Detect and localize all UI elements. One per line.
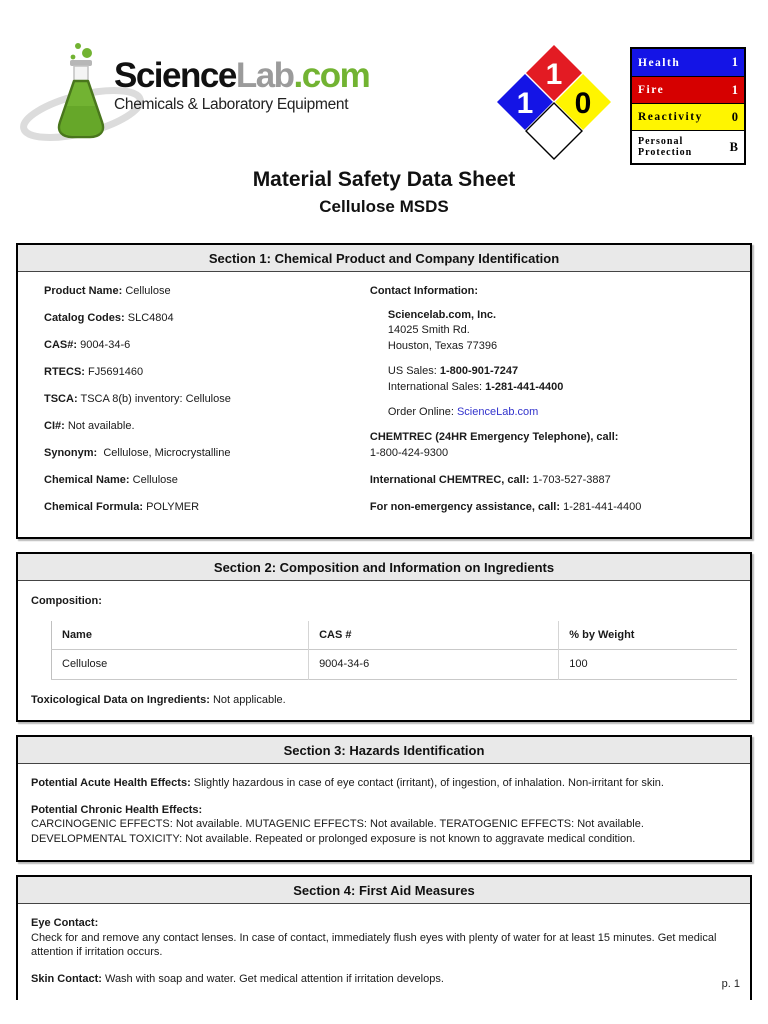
msds-field: Catalog Codes: SLC4804 — [44, 312, 174, 325]
composition-table-header-row — [52, 621, 738, 650]
eye-contact-instructions: Eye Contact: Check for and remove any contact lenses. In case of contact, immediately flush eyes with plenty of water for at least 15 minutes. Get medical attention if irritation occurs. — [31, 917, 717, 959]
composition-label: Composition: — [31, 595, 102, 608]
address-line-1: 14025 Smith Rd. — [387, 324, 470, 337]
intl-chemtrec-line: International CHEMTREC, call: 1-703-527-3887 — [369, 474, 611, 487]
composition-table — [51, 621, 737, 680]
acute-health-effects: Potential Acute Health Effects: Slightly hazardous in case of eye contact (irritant), of ingestion, of inhalation. Non-irritant for skin. — [31, 777, 664, 790]
intl-sales-line: International Sales: 1-281-441-4400 — [387, 381, 564, 394]
section-2 — [16, 552, 752, 722]
page-number: p. 1 — [721, 978, 740, 990]
msds-field: Chemical Formula: POLYMER — [44, 501, 200, 514]
section-3 — [16, 735, 752, 862]
logo-tagline: Chemicals & Laboratory Equipment — [114, 96, 349, 113]
document-title: Material Safety Data Sheet — [252, 168, 516, 191]
nfpa-fire-value: 1 — [731, 82, 738, 97]
msds-field: Synonym: Cellulose, Microcrystalline — [44, 447, 231, 460]
toxicological-data-line: Toxicological Data on Ingredients: Not applicable. — [31, 693, 286, 706]
sciencelab-link[interactable]: ScienceLab.com — [456, 406, 539, 419]
section-4 — [16, 875, 752, 1000]
section-1-header: Section 1: Chemical Product and Company Identification — [18, 245, 750, 272]
nfpa-row-reactivity — [632, 103, 744, 130]
nfpa-diamond-fire-value: 1 — [545, 58, 563, 91]
sciencelab-logo — [16, 30, 370, 170]
company-name: Sciencelab.com, Inc. — [387, 308, 497, 321]
nfpa-fire-label: Fire — [638, 84, 665, 96]
column-header-weight: % by Weight — [559, 621, 737, 650]
logo-wordmark — [114, 58, 369, 114]
chemtrec-line: CHEMTREC (24HR Emergency Telephone), call: 1-800-424-9300 — [369, 431, 619, 460]
msds-field: Chemical Name: Cellulose — [44, 474, 178, 487]
sales-phones — [388, 364, 737, 396]
address-line-2: Houston, Texas 77396 — [387, 340, 498, 353]
section-2-header: Section 2: Composition and Information on Ingredients — [18, 554, 750, 581]
skin-contact-instructions: Skin Contact: Wash with soap and water. Get medical attention if irritation develops. — [31, 972, 444, 985]
non-emergency-line: For non-emergency assistance, call: 1-281-441-4400 — [369, 500, 642, 513]
nfpa-diamond-icon — [492, 42, 616, 166]
section-1-contact-column — [370, 284, 737, 527]
nfpa-row-health — [632, 49, 744, 76]
cell-ingredient-name: Cellulose — [62, 658, 108, 671]
msds-field: Product Name: Cellulose — [44, 285, 171, 297]
table-row — [52, 650, 738, 680]
document-header — [0, 0, 768, 243]
nfpa-row-personal-protection — [632, 130, 744, 163]
contact-information-heading: Contact Information: — [369, 285, 479, 297]
nfpa-pp-value: B — [729, 139, 738, 154]
section-1-product-column — [31, 284, 370, 527]
msds-field: RTECS: FJ5691460 — [44, 366, 144, 379]
section-3-header: Section 3: Hazards Identification — [18, 737, 750, 764]
nfpa-diamond-reactivity-value: 0 — [574, 87, 592, 120]
nfpa-rating-table — [630, 47, 746, 165]
document-subtitle: Cellulose MSDS — [319, 197, 449, 216]
logo-text-science: Science — [114, 56, 236, 95]
column-header-cas: CAS # — [309, 621, 559, 650]
chronic-health-effects: Potential Chronic Health Effects: CARCINOGENIC EFFECTS: Not available. MUTAGENIC EFFECTS: Not available. TERATOGENIC EFFECTS: Not available. DEVELOPMENTAL TOXICITY: Not available. Repeated or prolonged exposure is not known to aggravate medical condition. — [31, 803, 644, 845]
nfpa-row-fire — [632, 76, 744, 103]
order-online-line: Order Online: ScienceLab.com — [387, 406, 539, 419]
us-sales-line: US Sales: 1-800-901-7247 — [387, 365, 519, 378]
msds-field: TSCA: TSCA 8(b) inventory: Cellulose — [44, 393, 231, 406]
nfpa-health-value: 1 — [731, 55, 738, 69]
section-4-header: Section 4: First Aid Measures — [18, 877, 750, 904]
company-address — [388, 308, 737, 356]
nfpa-diamond-health-value: 1 — [516, 87, 534, 120]
msds-field: CI#: Not available. — [44, 420, 135, 433]
nfpa-reactivity-value: 0 — [731, 109, 738, 124]
cell-ingredient-cas: 9004-34-6 — [309, 650, 559, 680]
section-1 — [16, 243, 752, 539]
logo-text-dotcom: .com — [293, 56, 370, 95]
logo-text-lab: Lab — [235, 56, 294, 95]
msds-field: CAS#: 9004-34-6 — [44, 339, 131, 352]
column-header-name: Name — [62, 628, 92, 641]
cell-ingredient-weight: 100 — [559, 650, 737, 680]
nfpa-pp-label: Personal Protection — [638, 136, 693, 158]
nfpa-health-label: Health — [638, 56, 681, 69]
nfpa-reactivity-label: Reactivity — [638, 111, 703, 123]
